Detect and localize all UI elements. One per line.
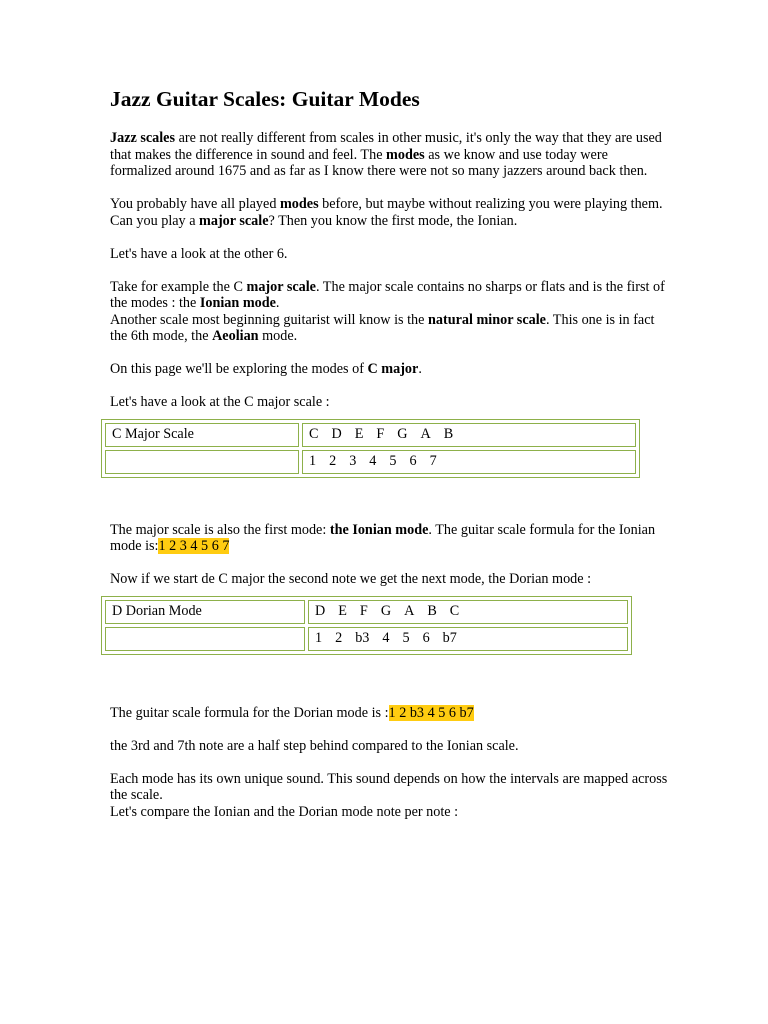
intro-paragraph: Jazz scales are not really different from scales in other music, it's only the way that they are used that makes the difference in sound and feel. The modes as we know and use today were formalized around 1675 and as far as I know there were not so many jazzers around back then.: [110, 130, 662, 179]
table-row: [105, 450, 636, 474]
scale-label-cell: D Dorian Mode: [105, 600, 305, 624]
ionian-formula-highlight: 1 2 3 4 5 6 7: [158, 538, 230, 554]
bold-modes-2: modes: [279, 196, 319, 212]
modes-paragraph: You probably have all played modes before, but maybe without realizing you were playing them. Can you play a major scale? Then you know the first mode, the Ionian.: [110, 196, 663, 229]
empty-cell: [105, 450, 299, 474]
exploring-paragraph: On this page we'll be exploring the modes of C major.: [110, 361, 422, 377]
dorian-formula-paragraph: The guitar scale formula for the Dorian mode is :1 2 b3 4 5 6 b7: [110, 704, 474, 721]
ionian-formula-paragraph: The major scale is also the first mode: the Ionian mode. The guitar scale formula for the Ionian mode is:1 2 3 4 5 6 7: [110, 521, 656, 554]
empty-cell: [105, 627, 305, 651]
c-major-scale-table: [101, 419, 640, 478]
table-row: [105, 627, 628, 651]
c-major-paragraph: Take for example the C major scale. The major scale contains no sharps or flats and is the first of the modes : the Ionian mode. Another scale most beginning guitarist will know is the natural minor scale. This one is in fact the 6th mode, the Aeolian mode.: [110, 278, 665, 344]
half-step-paragraph: the 3rd and 7th note are a half step behind compared to the Ionian scale.: [110, 737, 519, 754]
scale-label-cell: C Major Scale: [105, 423, 299, 447]
notes-cell: C D E F G A B: [302, 423, 636, 447]
bold-ionian-mode: Ionian mode: [199, 295, 276, 311]
dorian-formula-highlight: 1 2 b3 4 5 6 b7: [388, 704, 474, 721]
table-row: [105, 423, 636, 447]
bold-the-ionian-mode: the Ionian mode: [329, 521, 429, 538]
degrees-cell: 1 2 b3 4 5 6 b7: [308, 627, 628, 651]
look-c-major-paragraph: Let's have a look at the C major scale :: [110, 394, 330, 410]
bold-major-scale: major scale: [199, 212, 269, 229]
bold-c-major: C major: [367, 361, 419, 377]
bold-natural-minor: natural minor scale: [428, 311, 546, 328]
other-six-paragraph: Let's have a look at the other 6.: [110, 245, 288, 262]
bold-jazz-scales: Jazz scales: [110, 130, 176, 146]
d-dorian-mode-table: [101, 596, 632, 655]
bold-aeolian: Aeolian: [212, 328, 259, 344]
degrees-cell: 1 2 3 4 5 6 7: [302, 450, 636, 474]
unique-sound-paragraph: Each mode has its own unique sound. This sound depends on how the intervals are mapped across the scale. Let's compare the Ionian and the Dorian mode note per note :: [110, 770, 668, 820]
document-page: [110, 86, 670, 820]
table-row: [105, 600, 628, 624]
bold-modes: modes: [386, 146, 425, 163]
bold-major-scale-2: major scale: [246, 278, 316, 295]
page-title: Jazz Guitar Scales: Guitar Modes: [110, 87, 420, 111]
notes-cell: D E F G A B C: [308, 600, 628, 624]
dorian-intro-paragraph: Now if we start de C major the second note we get the next mode, the Dorian mode :: [110, 571, 592, 587]
